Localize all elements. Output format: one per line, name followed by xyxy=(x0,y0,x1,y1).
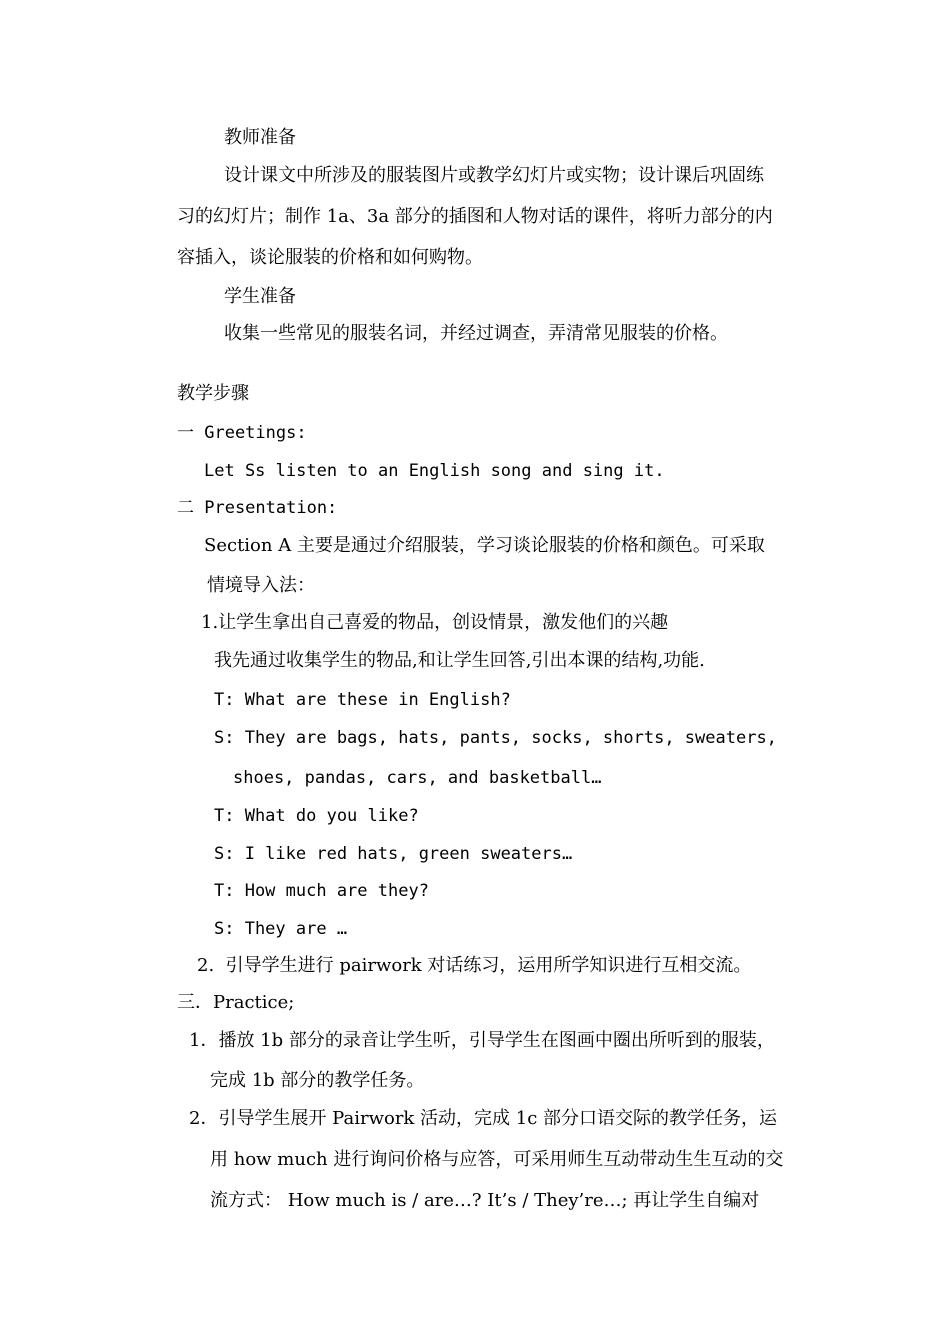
practice-item-1-line: 完成 1b 部分的教学任务。 xyxy=(210,1070,425,1091)
dialogue-line: S: I like red hats, green sweaters… xyxy=(214,844,573,864)
teaching-steps-heading: 教学步骤 xyxy=(177,383,249,404)
presentation-item-1: 1.让学生拿出自己喜爱的物品，创设情景，激发他们的兴趣 xyxy=(201,612,669,633)
practice-item-2-line: 2．引导学生展开 Pairwork 活动，完成 1c 部分口语交际的教学任务，运 xyxy=(189,1108,778,1129)
dialogue-line: T: What are these in English? xyxy=(214,690,511,710)
teacher-prep-line: 设计课文中所涉及的服装图片或教学幻灯片或实物；设计课后巩固练 xyxy=(224,165,764,186)
practice-item-1-line: 1．播放 1b 部分的录音让学生听，引导学生在图画中圈出所听到的服装， xyxy=(189,1030,775,1051)
greetings-line: Let Ss listen to an English song and sing it. xyxy=(204,461,665,481)
presentation-intro-line: 情境导入法： xyxy=(207,575,315,596)
dialogue-line: T: How much are they? xyxy=(214,881,429,901)
greetings-heading: 一 Greetings: xyxy=(177,423,307,443)
presentation-item-2: 2. 引导学生进行 pairwork 对话练习，运用所学知识进行互相交流。 xyxy=(197,955,752,976)
teacher-prep-heading: 教师准备 xyxy=(224,127,296,148)
teacher-prep-line: 习的幻灯片；制作 1a、3a 部分的插图和人物对话的课件，将听力部分的内 xyxy=(177,206,773,227)
presentation-intro-line: Section A 主要是通过介绍服装，学习谈论服装的价格和颜色。可采取 xyxy=(204,535,765,556)
dialogue-line: T: What do you like? xyxy=(214,806,419,826)
student-prep-heading: 学生准备 xyxy=(224,286,296,307)
presentation-item-1-desc: 我先通过收集学生的物品,和让学生回答,引出本课的结构,功能. xyxy=(214,650,705,671)
student-prep-line: 收集一些常见的服装名词，并经过调查，弄清常见服装的价格。 xyxy=(224,323,728,344)
practice-item-2-line: 用 how much 进行询问价格与应答，可采用师生互动带动生生互动的交 xyxy=(210,1149,784,1170)
dialogue-line: S: They are … xyxy=(214,919,348,939)
presentation-heading: 二 Presentation: xyxy=(177,498,338,518)
dialogue-line: shoes, pandas, cars, and basketball… xyxy=(233,768,602,788)
practice-item-2-line: 流方式： How much is / are…? It’s / They’re…; 再让学生自编对 xyxy=(210,1190,760,1211)
practice-heading: 三．Practice; xyxy=(177,992,295,1013)
teacher-prep-line: 容插入，谈论服装的价格和如何购物。 xyxy=(177,247,483,268)
dialogue-line: S: They are bags, hats, pants, socks, shorts, sweaters, xyxy=(214,728,777,748)
